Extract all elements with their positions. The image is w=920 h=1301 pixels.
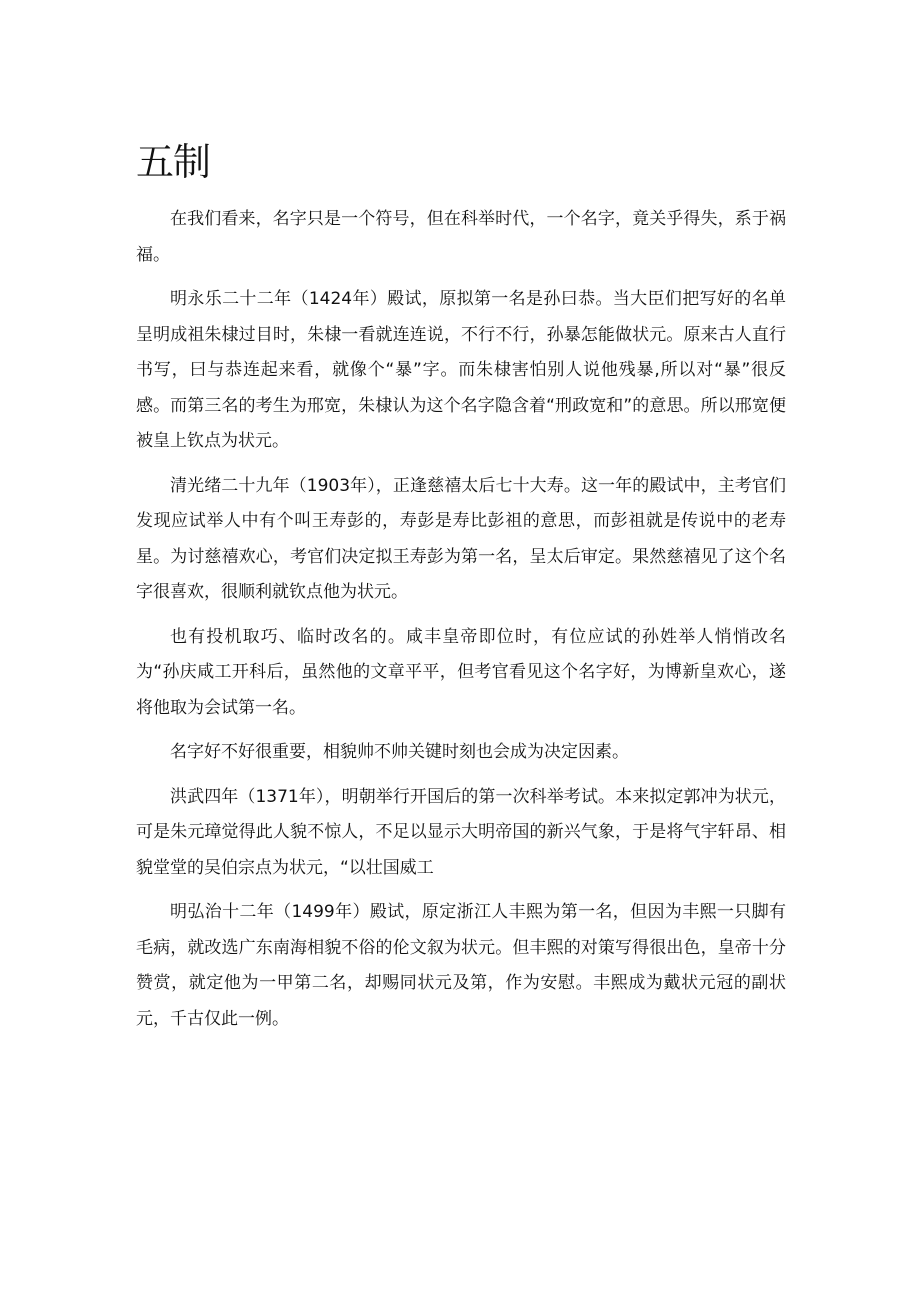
paragraph-intro: 在我们看来，名字只是一个符号，但在科举时代，一个名字，竟关乎得失，系于祸福。 xyxy=(136,209,786,265)
paragraph-xianfeng: 也有投机取巧、临时改名的。咸丰皇帝即位时，有位应试的孙姓举人悄悄改名为“孙庆咸工开科后，虽然他的文章平平，但考官看见这个名字好，为博新皇欢心，遂将他取为会试第一名。 xyxy=(136,626,786,718)
paragraph-yongle: 明永乐二十二年（1424年）殿试，原拟第一名是孙曰恭。当大臣们把写好的名单呈明成祖朱棣过目时，朱棣一看就连连说，不行不行，孙暴怎能做状元。原来古人直行书写，曰与恭连起来看，就像个“暴”字。而朱棣害怕别人说他残暴,所以对“暴”很反感。而第三名的考生为邢宽，朱棣认为这个名字隐含着“刑政宽和”的意思。所以邢宽便被皇上钦点为状元。 xyxy=(136,289,786,451)
page-title: 五制 xyxy=(136,140,211,184)
paragraph-hongwu: 洪武四年（1371年），明朝举行开国后的第一次科举考试。本来拟定郭冲为状元，可是朱元璋觉得此人貌不惊人，不足以显示大明帝国的新兴气象，于是将气宇轩昂、相貌堂堂的吴伯宗点为状元，“以壮国威工 xyxy=(136,786,786,878)
body-text xyxy=(136,202,786,1046)
paragraph-guangxu: 清光绪二十九年（1903年），正逢慈禧太后七十大寿。这一年的殿试中，主考官们发现应试举人中有个叫王寿彭的，寿彭是寿比彭祖的意思，而彭祖就是传说中的老寿星。为讨慈禧欢心，考官们决定拟王寿彭为第一名，呈太后审定。果然慈禧见了这个名字很喜欢，很顺利就钦点他为状元。 xyxy=(136,475,786,602)
paragraph-appearance: 名字好不好很重要，相貌帅不帅关键时刻也会成为决定因素。 xyxy=(170,742,629,762)
paragraph-hongzhi: 明弘治十二年（1499年）殿试，原定浙江人丰熙为第一名，但因为丰熙一只脚有毛病，就改选广东南海相貌不俗的伦文叙为状元。但丰熙的对策写得很出色，皇帝十分赞赏，就定他为一甲第二名，却赐同状元及第，作为安慰。丰熙成为戴状元冠的副状元，千古仅此一例。 xyxy=(136,902,786,1029)
